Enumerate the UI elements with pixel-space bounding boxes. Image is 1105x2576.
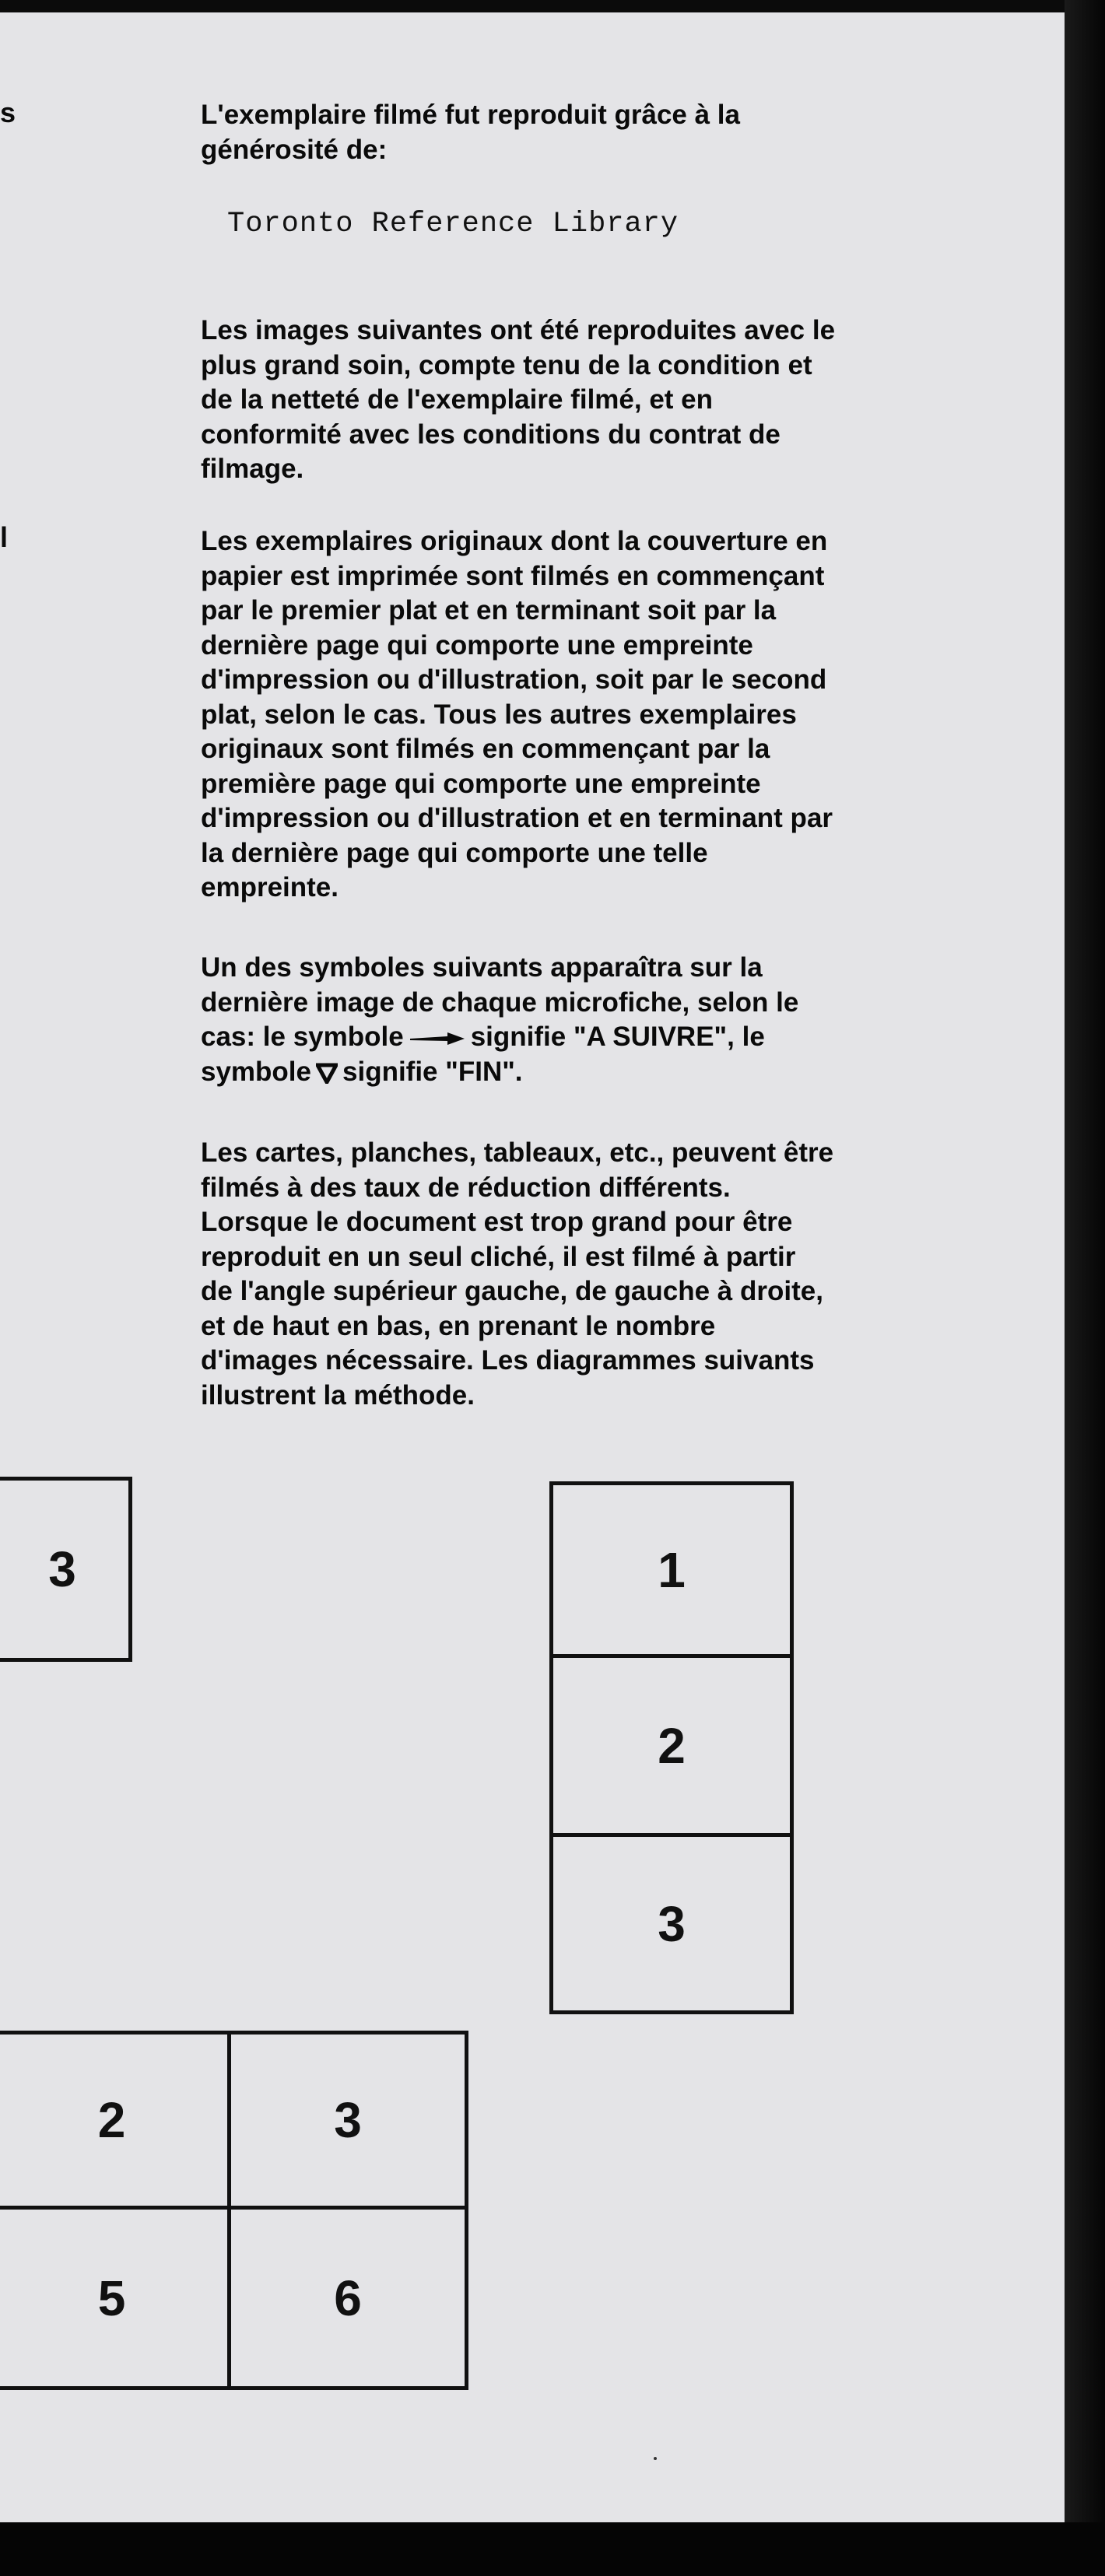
acknowledgement-heading [201, 98, 979, 167]
heading-line-1: L'exemplaire filmé fut reproduit grâce à la [201, 100, 740, 130]
diagram-grid-cell: 5 [0, 2206, 231, 2390]
diagram-left-box: 3 [0, 1477, 132, 1662]
triangle-symbol-icon [316, 1055, 338, 1090]
diagram-grid-cell: 2 [0, 2031, 231, 2210]
symbols-line-3b: signifie "A SUIVRE", le [470, 1022, 765, 1052]
diagram-vertical-cell: 1 [549, 1481, 794, 1658]
paragraph-symbols [201, 951, 979, 1089]
symbols-line-2: dernière image de chaque microfiche, selon le [201, 987, 799, 1018]
symbols-line-3a: cas: le symbole [201, 1022, 404, 1052]
paragraph-care: Les images suivantes ont été reproduites avec le plus grand soin, compte tenu de la condition et de la netteté de l'exemplaire filmé, et en conformité avec les conditions du contrat de filmage. [201, 315, 836, 484]
cropped-text-fragment: s [0, 96, 16, 128]
symbols-line-4a: symbole [201, 1056, 311, 1087]
paragraph-originals: Les exemplaires originaux dont la couverture en papier est imprimée sont filmés en commençant par le premier plat et en terminant soit par la dernière page qui comporte une empreinte d'impression ou d'illustration, soit par le second plat, selon le cas. Tous les autres exemplaires originaux sont filmés en commençant par la première page qui comporte une empreinte d'impression ou d'illustration et en terminant par la dernière page qui comporte une telle empreinte. [201, 526, 833, 902]
diagram-grid-cell: 3 [227, 2031, 468, 2210]
diagram-grid-cell: 6 [227, 2206, 468, 2390]
diagram-vertical-cell: 2 [549, 1654, 794, 1837]
symbols-line-1: Un des symboles suivants apparaîtra sur la [201, 952, 763, 983]
library-name: Toronto Reference Library [227, 208, 679, 240]
scan-edge-bottom [0, 2522, 1105, 2576]
scan-edge-right [1065, 0, 1105, 2576]
arrow-symbol-icon [409, 1020, 466, 1055]
diagram-vertical-cell: 3 [549, 1833, 794, 2014]
heading-line-2: générosité de: [201, 134, 388, 165]
paragraph-method: Les cartes, planches, tableaux, etc., peuvent être filmés à des taux de réduction différents. Lorsque le document est trop grand pour être reproduit en un seul cliché, il est filmé à partir de l'angle supérieur gauche, de gauche à droite, et de haut en bas, en prenant le nombre d'images nécessaire. Les diagrammes suivants illustrent la méthode. [201, 1137, 834, 1411]
symbols-line-4b: signifie "FIN". [342, 1056, 523, 1087]
cropped-text-fragment: l [0, 521, 9, 553]
dust-speck [654, 2457, 657, 2460]
